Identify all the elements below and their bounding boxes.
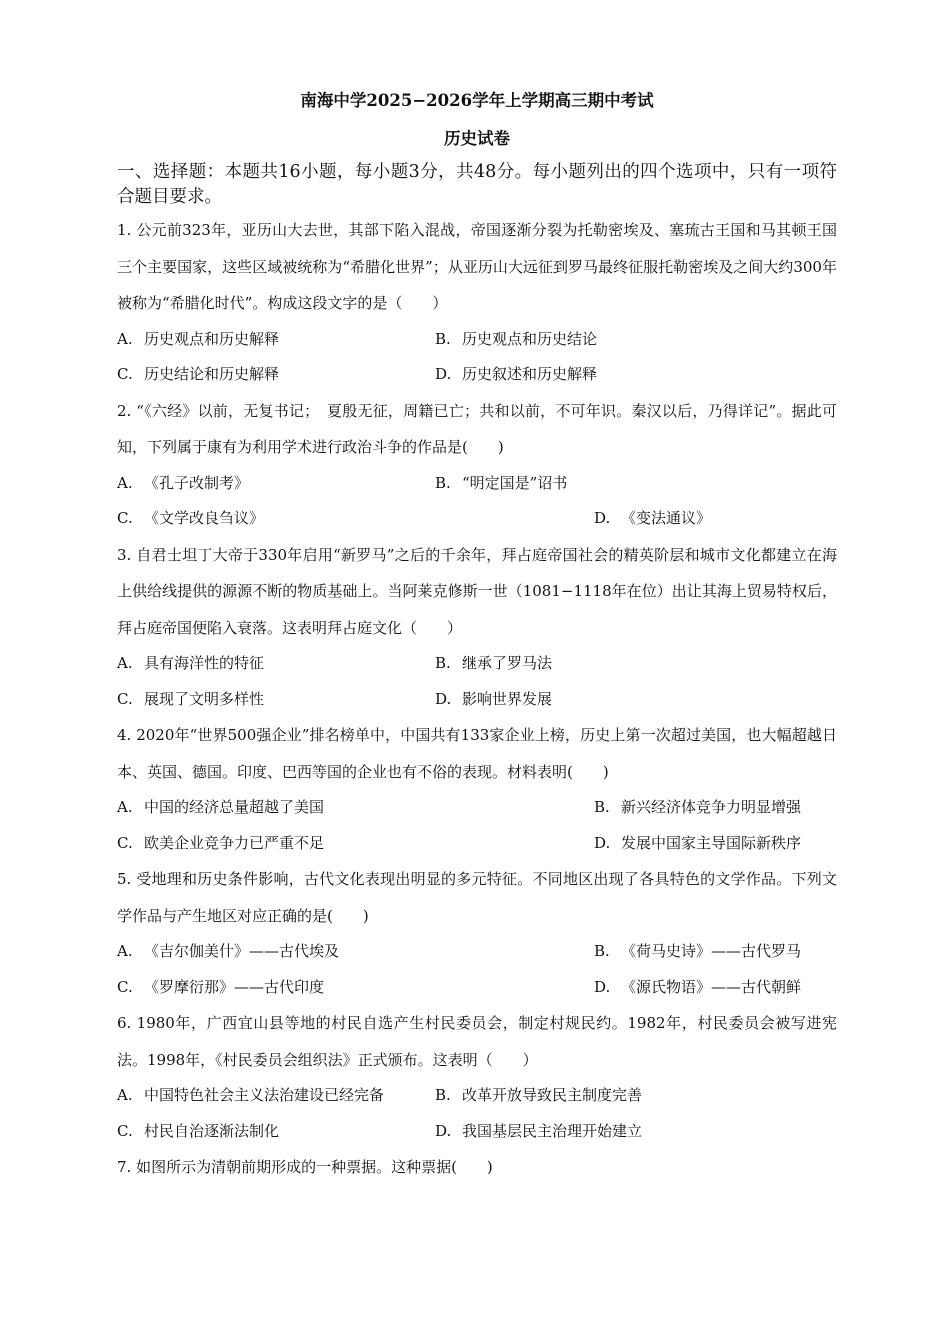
- option-c: C. 展现了文明多样性: [117, 689, 265, 708]
- option-a: A. 《吉尔伽美什》——古代埃及: [117, 942, 340, 960]
- option-b: B. 新兴经济体竞争力明显增强: [594, 798, 802, 816]
- option-row: [117, 322, 837, 358]
- option-row: [117, 1078, 837, 1114]
- option-d: D. 历史叙述和历史解释: [435, 365, 598, 383]
- option-b: B. 历史观点和历史结论: [435, 329, 598, 348]
- option-c: C. 《罗摩衍那》——古代印度: [117, 977, 325, 996]
- option-b: B. “明定国是”诏书: [435, 473, 568, 492]
- option-a: A. 历史观点和历史解释: [117, 329, 280, 348]
- question-1: [117, 212, 837, 393]
- option-a: A. 中国特色社会主义法治建设已经完备: [117, 1086, 385, 1104]
- question-stem: 5. 受地理和历史条件影响，古代文化表现出明显的多元特征。不同地区出现了各具特色的文学作品。下列文学作品与产生地区对应正确的是( ): [117, 870, 837, 925]
- option-b: B. 继承了罗马法: [435, 654, 553, 672]
- question-3: [117, 537, 837, 718]
- question-7: [117, 1149, 837, 1186]
- question-stem: 1. 公元前323年，亚历山大去世，其部下陷入混战，帝国逐渐分裂为托勒密埃及、塞琉古王国和马其顿王国三个主要国家，这些区域被统称为“希腊化世界”；从亚历山大远征到罗马最终征服托勒密埃及之间大约300年被称为“希腊化时代”。构成这段文字的是（ ）: [117, 221, 837, 312]
- option-row: [117, 1114, 837, 1150]
- question-5: [117, 861, 837, 1005]
- option-row: [117, 934, 837, 970]
- option-a: A. 具有海洋性的特征: [117, 654, 265, 672]
- question-4: [117, 717, 837, 861]
- option-row: [117, 970, 837, 1006]
- exam-title: 南海中学2025−2026学年上学期高三期中考试: [300, 91, 654, 110]
- exam-subtitle: 历史试卷: [444, 129, 510, 148]
- option-row: [117, 466, 837, 502]
- question-stem: 4. 2020年“世界500强企业”排名榜单中，中国共有133家企业上榜，历史上第一次超过美国，也大幅超越日本、英国、德国。印度、巴西等国的企业也有不俗的表现。材料表明( ): [117, 726, 837, 781]
- option-b: B. 改革开放导致民主制度完善: [435, 1086, 643, 1104]
- question-2: [117, 393, 837, 537]
- option-a: A. 中国的经济总量超越了美国: [117, 798, 325, 816]
- option-c: C. 村民自治逐渐法制化: [117, 1121, 280, 1140]
- option-d: D. 影响世界发展: [435, 689, 553, 708]
- option-row: [117, 790, 837, 826]
- option-c: C. 历史结论和历史解释: [117, 365, 280, 383]
- exam-page: [117, 88, 837, 1186]
- option-row: [117, 357, 837, 393]
- question-stem: 6. 1980年，广西宜山县等地的村民自选产生村民委员会，制定村规民约。1982年，村民委员会被写进宪法。1998年，《村民委员会组织法》正式颁布。这表明（ ）: [117, 1014, 837, 1069]
- option-a: A. 《孔子改制考》: [117, 473, 250, 492]
- question-stem: 2. “《六经》以前，无复书记； 夏殷无征，周籍已亡；共和以前，不可年识。秦汉以后，乃得详记”。据此可知，下列属于康有为利用学术进行政治斗争的作品是( ): [117, 401, 837, 456]
- option-row: [117, 646, 837, 682]
- option-d: D. 《源氏物语》——古代朝鲜: [594, 977, 802, 996]
- option-row: [117, 682, 837, 718]
- option-c: C. 《文学改良刍议》: [117, 509, 265, 527]
- option-row: [117, 826, 837, 862]
- option-d: D. 发展中国家主导国际新秩序: [594, 833, 802, 852]
- option-row: [117, 501, 837, 537]
- section-heading: 一、选择题：本题共16小题，每小题3分，共48分。每小题列出的四个选项中，只有一项符合题目要求。: [117, 162, 837, 207]
- question-6: [117, 1005, 837, 1149]
- option-d: D. 我国基层民主治理开始建立: [435, 1121, 643, 1140]
- option-b: B. 《荷马史诗》——古代罗马: [594, 942, 802, 960]
- option-c: C. 欧美企业竞争力已严重不足: [117, 833, 325, 852]
- option-d: D. 《变法通议》: [594, 509, 712, 527]
- question-stem: 7. 如图所示为清朝前期形成的一种票据。这种票据( ): [117, 1158, 493, 1176]
- question-stem: 3. 自君士坦丁大帝于330年启用“新罗马”之后的千余年，拜占庭帝国社会的精英阶层和城市文化都建立在海上供给线提供的源源不断的物质基础上。当阿莱克修斯一世（1081−1118年在位）出让其海上贸易特权后，拜占庭帝国便陷入衰落。这表明拜占庭文化（ ）: [117, 545, 837, 637]
